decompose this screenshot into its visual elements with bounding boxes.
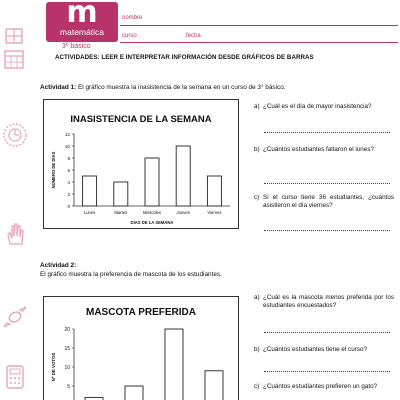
activity1-label: Actividad 1: bbox=[40, 84, 77, 91]
activity2-label: Actividad 2: bbox=[40, 262, 77, 269]
activity2-heading bbox=[40, 262, 370, 278]
chart-bar bbox=[205, 371, 223, 400]
y-tick-label: 10 bbox=[64, 364, 70, 371]
chart-bar bbox=[83, 176, 97, 206]
activity1-heading bbox=[40, 84, 370, 91]
worksheet-title: ACTIVIDADES: LEER E INTERPRETAR INFORMACIÓN DESDE GRÁFICOS DE BARRAS bbox=[55, 54, 314, 61]
chart-bar bbox=[176, 146, 190, 206]
grade-label: 3º básico bbox=[62, 43, 91, 50]
y-axis-label: Nº DE VOTOS bbox=[51, 352, 56, 382]
question-text: Si el curso tiene 36 estudiantes, ¿cuántos asistieron el día viernes? bbox=[263, 194, 394, 210]
chart-bar bbox=[145, 158, 159, 206]
chart-title: INASISTENCIA DE LA SEMANA bbox=[70, 114, 212, 125]
y-tick-label: 12 bbox=[64, 131, 70, 137]
question-text: ¿Cuántos estudiantes faltaron el lunes? bbox=[263, 146, 374, 153]
chart-pets bbox=[44, 297, 238, 400]
question-letter: b) bbox=[254, 346, 260, 353]
question-text: ¿Cuántos estudiantes prefieren un gato? bbox=[263, 383, 378, 390]
subject-logo bbox=[46, 2, 118, 42]
question-letter: a) bbox=[254, 103, 260, 110]
clock-icon bbox=[2, 122, 28, 148]
answer-line-1c[interactable] bbox=[264, 230, 390, 231]
y-tick-label: 8 bbox=[67, 155, 70, 161]
y-tick-label: 15 bbox=[64, 345, 70, 352]
x-category-label: Viernes bbox=[207, 210, 222, 215]
answer-line-1b[interactable] bbox=[264, 183, 390, 184]
logo-subject: matemática bbox=[60, 27, 104, 37]
x-category-label: Jueves bbox=[176, 210, 190, 215]
x-category-label: Lunes bbox=[83, 210, 96, 215]
y-tick-label: 10 bbox=[64, 143, 70, 149]
answer-line-2b[interactable] bbox=[264, 371, 390, 372]
answer-line-1a[interactable] bbox=[264, 132, 390, 133]
name-line bbox=[120, 25, 398, 26]
chart-absence-frame bbox=[43, 99, 239, 229]
chart-absence bbox=[44, 100, 238, 228]
question-letter: c) bbox=[254, 194, 260, 201]
y-tick-label: 6 bbox=[67, 167, 70, 173]
question-text: ¿Cuál es el día de mayor inasistencia? bbox=[263, 103, 372, 110]
question-letter: a) bbox=[254, 294, 260, 301]
calculator-icon bbox=[5, 364, 25, 390]
answer-line-2a[interactable] bbox=[264, 332, 390, 333]
chart-bar bbox=[114, 182, 128, 206]
activity2-text: El gráfico muestra la preferencia de mascota de los estudiantes. bbox=[40, 271, 222, 278]
question-letter: b) bbox=[254, 146, 260, 153]
logo-letter: m bbox=[66, 0, 98, 30]
question-text: ¿Cuántos estudiantes tiene el curso? bbox=[263, 346, 367, 353]
x-category-label: Miércoles bbox=[143, 210, 161, 215]
chart-pets-frame bbox=[43, 296, 239, 400]
chart-bar bbox=[165, 329, 183, 400]
x-axis-label: DÍAS DE LA SEMANA bbox=[130, 220, 174, 225]
question-text: ¿Cuál es la mascota menos preferida por los estudiantes encuestados? bbox=[263, 294, 394, 310]
y-axis-label: NÚMERO DE DÍAS bbox=[51, 151, 56, 189]
question-letter: c) bbox=[254, 383, 260, 390]
y-tick-label: 0 bbox=[67, 203, 70, 209]
activity1-text: El gráfico muestra la inasistencia de la semana en un curso de 3° básico. bbox=[78, 84, 286, 91]
y-tick-label: 5 bbox=[67, 383, 70, 390]
y-tick-label: 4 bbox=[67, 179, 70, 185]
hand-icon bbox=[4, 222, 26, 246]
course-date-line bbox=[120, 42, 398, 43]
window-icon bbox=[5, 28, 23, 44]
calendar-icon bbox=[3, 48, 25, 70]
decorative-margin bbox=[0, 44, 30, 400]
date-label: fecha bbox=[186, 33, 201, 39]
y-tick-label: 20 bbox=[64, 326, 70, 333]
x-category-label: Martes bbox=[114, 210, 128, 215]
candy-icon bbox=[2, 306, 28, 328]
course-label: curso bbox=[122, 33, 137, 39]
chart-bar bbox=[125, 386, 143, 400]
name-label: nombre bbox=[122, 15, 143, 21]
y-tick-label: 2 bbox=[67, 191, 70, 197]
chart-bar bbox=[207, 176, 221, 206]
chart-title: MASCOTA PREFERIDA bbox=[86, 307, 196, 318]
